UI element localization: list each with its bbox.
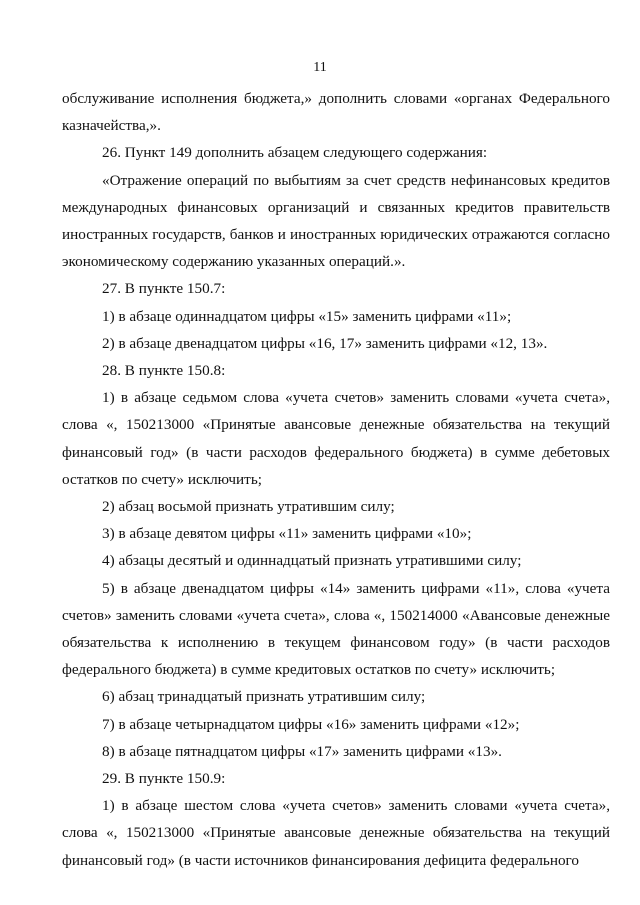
paragraph-subitem: 5) в абзаце двенадцатом цифры «14» заменить цифрами «11», слова «учета счетов» заменить словами «учета счета», слова «, 150214000 «Авансовые денежные обязательства к исполнению в текущем финансовом году» (в части расходов федерального бюджета) в сумме кредитовых остатков по счету» исключить;: [62, 579, 610, 679]
paragraph-item-29: 29. В пункте 150.9:: [102, 770, 226, 788]
paragraph-continuation: обслуживание исполнения бюджета,» дополнить словами «органах Федерального казначейства,».: [62, 90, 610, 135]
paragraph-quoted-text: «Отражение операций по выбытиям за счет средств нефинансовых кредитов международных финансовых организаций и связанных кредитов правительств иностранных государств, банков и иностранных юридических отражаются согласно экономическому содержанию указанных операций.».: [62, 171, 610, 271]
paragraph-subitem: 1) в абзаце одиннадцатом цифры «15» заменить цифрами «11»;: [102, 307, 512, 325]
paragraph-item-26: 26. Пункт 149 дополнить абзацем следующего содержания:: [102, 144, 488, 162]
paragraph-subitem: 7) в абзаце четырнадцатом цифры «16» заменить цифрами «12»;: [102, 715, 520, 733]
paragraph-subitem: 4) абзацы десятый и одиннадцатый признать утратившими силу;: [102, 552, 522, 570]
paragraph-item-27: 27. В пункте 150.7:: [102, 280, 226, 298]
document-body: [62, 85, 610, 874]
paragraph-subitem: 1) в абзаце седьмом слова «учета счетов» заменить словами «учета счета», слова «, 150213000 «Принятые авансовые денежные обязательства на текущий финансовый год» (в части расходов федерального бюджета) в сумме дебетовых остатков по счету» исключить;: [62, 389, 610, 488]
paragraph-subitem: 2) абзац восьмой признать утратившим силу;: [102, 498, 395, 516]
paragraph-subitem: 1) в абзаце шестом слова «учета счетов» заменить словами «учета счета», слова «, 150213000 «Принятые авансовые денежные обязательства на текущий финансовый год» (в части источников финансирования дефицита федерального: [62, 797, 610, 869]
paragraph-item-28: 28. В пункте 150.8:: [102, 362, 226, 380]
paragraph-subitem: 3) в абзаце девятом цифры «11» заменить цифрами «10»;: [102, 525, 472, 543]
paragraph-subitem: 2) в абзаце двенадцатом цифры «16, 17» заменить цифрами «12, 13».: [102, 334, 548, 352]
paragraph-subitem: 8) в абзаце пятнадцатом цифры «17» заменить цифрами «13».: [102, 742, 502, 760]
paragraph-subitem: 6) абзац тринадцатый признать утратившим силу;: [102, 688, 426, 706]
page-number: 11: [313, 60, 327, 75]
